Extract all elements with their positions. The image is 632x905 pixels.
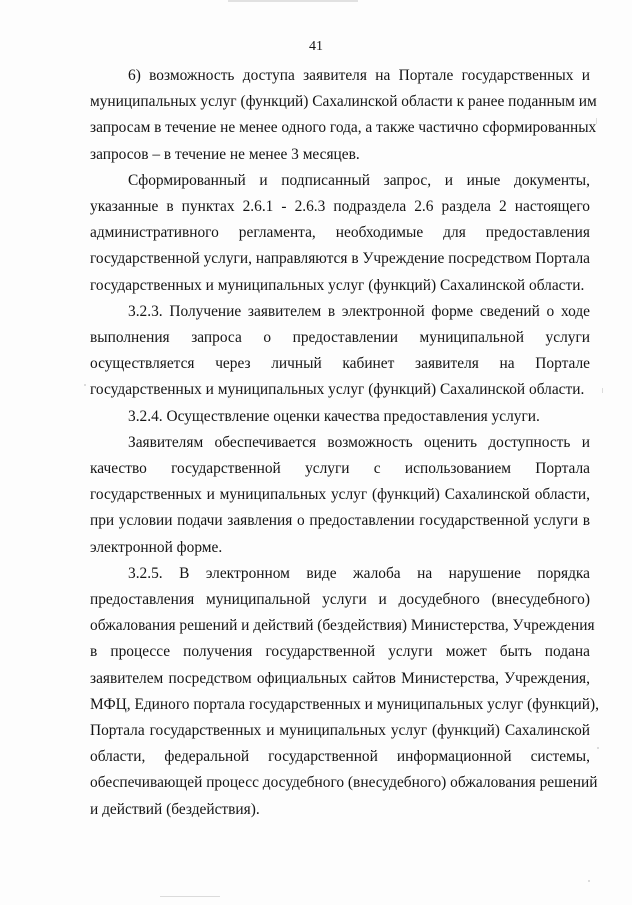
scan-speck (588, 880, 590, 882)
text-line: обжалования решений и действий (бездействия) Министерства, Учреждения (90, 617, 595, 635)
text-line: государственных и муниципальных услуг (функций) Сахалинской области. (90, 276, 585, 294)
text-line: Заявителям обеспечивается возможность оценить доступность и (128, 433, 590, 451)
scan-speck (596, 118, 597, 124)
text-line: качество государственной услуги с использованием Портала (90, 460, 590, 478)
text-line: Портала государственных и муниципальных услуг (функций) Сахалинской (90, 722, 590, 740)
text-line: в процессе получения государственной услуги может быть подана (90, 643, 590, 661)
text-line: Сформированный и подписанный запрос, и иные документы, (128, 171, 590, 189)
text-line: государственных и муниципальных услуг (функций) Сахалинской области. (90, 381, 585, 399)
text-line: МФЦ, Единого портала государственных и муниципальных услуг (функций), (90, 695, 599, 713)
text-line: обеспечивающей процесс досудебного (внесудебного) обжалования решений (90, 774, 598, 792)
text-line: запросам в течение не менее одного года, а также частично сформированных (90, 119, 597, 137)
scan-speck (84, 384, 86, 386)
text-line: электронной форме. (90, 538, 223, 556)
text-line: государственной услуги, направляются в Учреждение посредством Портала (90, 250, 590, 268)
text-line: 6) возможность доступа заявителя на Портале государственных и (128, 67, 590, 84)
scan-speck (597, 747, 599, 749)
text-line: административного регламента, необходимые для предоставления (90, 224, 590, 242)
text-line: предоставления муниципальной услуги и досудебного (внесудебного) (90, 591, 590, 609)
paragraph-portal-access (90, 63, 597, 168)
scan-speck (602, 388, 603, 393)
paragraph-signed-request (90, 168, 590, 299)
document-body (90, 63, 599, 823)
text-line: заявителем посредством официальных сайтов Министерства, Учреждения, (90, 669, 590, 687)
text-line: муниципальных услуг (функций) Сахалинской области к ранее поданным им (90, 93, 597, 111)
paragraph-quality-assessment (90, 430, 590, 561)
text-line: 3.2.4. Осуществление оценки качества предоставления услуги. (128, 407, 540, 425)
text-line: 3.2.3. Получение заявителем в электронной форме сведений о ходе (128, 302, 590, 320)
paragraph-3-2-4 (90, 404, 590, 430)
text-line: 3.2.5. В электронном виде жалоба на нарушение порядка (128, 564, 590, 582)
scan-edge-mark (228, 0, 358, 2)
text-line: при условии подачи заявления о предоставлении государственной услуги в (90, 512, 590, 530)
text-line: государственных и муниципальных услуг (функций) Сахалинской области, (90, 486, 590, 504)
text-line: области, федеральной государственной информационной системы, (90, 748, 590, 766)
text-line: осуществляется через личный кабинет заявителя на Портале (90, 355, 590, 373)
scan-speck (160, 896, 220, 897)
text-line: указанные в пунктах 2.6.1 - 2.6.3 подраздела 2.6 раздела 2 настоящего (90, 198, 590, 216)
text-line: запросов – в течение не менее 3 месяцев. (90, 145, 360, 163)
text-line: и действий (бездействия). (90, 800, 260, 818)
page-number: 41 (309, 39, 323, 54)
paragraph-3-2-3 (90, 299, 590, 404)
text-line: выполнения запроса о предоставлении муниципальной услуги (90, 329, 590, 347)
paragraph-3-2-5 (90, 561, 599, 823)
